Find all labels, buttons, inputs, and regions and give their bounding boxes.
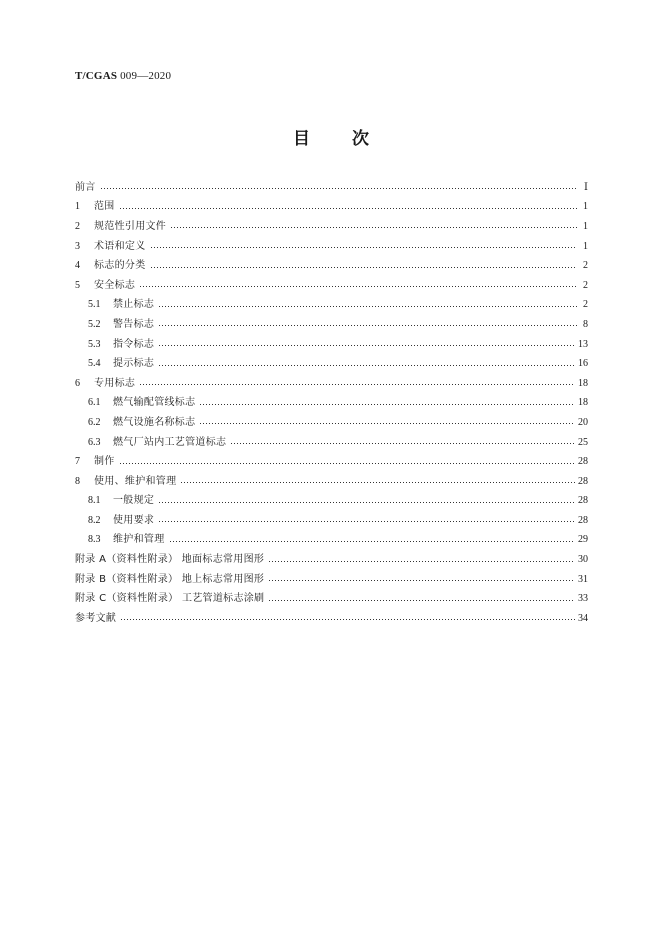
toc-dot-leader [158,520,575,523]
toc-entry [75,315,588,335]
toc-dot-leader [268,579,575,582]
toc-entry-title: 前言 [75,181,96,193]
toc-dot-leader [158,344,575,347]
toc-entry-number: 6.1 [88,397,101,409]
toc-entry [75,256,588,276]
toc-entry-title: 附录 C（资料性附录） 工艺管道标志涂刷 [75,593,265,605]
toc-entry [75,178,588,198]
page-title: 目次 [293,129,411,149]
toc-dot-leader [139,383,575,386]
toc-entry-title: 参考文献 [75,612,117,624]
toc-entry-title: 标志的分类 [94,260,146,272]
toc-entry-number: 7 [75,456,80,468]
toc-entry [75,394,588,414]
toc-entry-title: 规范性引用文件 [94,220,167,232]
toc-entry-page: 28 [578,456,588,468]
toc-entry-title: 附录 B（资料性附录） 地上标志常用图形 [75,573,265,585]
toc-entry-page: 2 [583,299,588,311]
toc-entry [75,413,588,433]
toc-dot-leader [169,540,576,543]
toc-dot-leader [170,226,577,229]
toc-entry-page: 18 [578,377,588,389]
toc-entry [75,237,588,257]
toc-entry-page: 33 [578,593,588,605]
toc-entry-number: 8.3 [88,534,101,546]
toc-entry [75,531,588,551]
toc-entry-title: 专用标志 [94,377,136,389]
document-code-number: 009—2020 [120,70,172,82]
toc-entry-number: 5.3 [88,338,101,350]
toc-entry-title: 维护和管理 [113,534,165,546]
table-of-contents [75,178,588,629]
toc-entry [75,472,588,492]
toc-entry-title: 使用要求 [113,514,155,526]
toc-entry-title: 术语和定义 [94,240,146,252]
toc-dot-leader [150,246,578,249]
toc-entry-page: 1 [583,240,588,252]
toc-entry [75,354,588,374]
toc-entry-page: 2 [583,260,588,272]
toc-entry-page: 18 [578,397,588,409]
toc-entry-number: 8.2 [88,514,101,526]
toc-dot-leader [150,266,578,269]
toc-dot-leader [100,187,577,190]
toc-entry [75,609,588,629]
toc-entry-page: 16 [578,358,588,370]
toc-entry [75,374,588,394]
toc-entry-number: 8 [75,475,80,487]
toc-entry-title: 燃气输配管线标志 [113,397,196,409]
toc-entry [75,452,588,472]
toc-entry [75,296,588,316]
toc-entry-title: 指令标志 [113,338,155,350]
toc-dot-leader [119,207,577,210]
toc-entry-title: 安全标志 [94,279,136,291]
toc-entry-number: 5 [75,279,80,291]
toc-entry-title: 警告标志 [113,318,155,330]
toc-entry-page: 25 [578,436,588,448]
toc-entry-page: Ⅰ [584,181,588,193]
toc-dot-leader [268,599,575,602]
toc-dot-leader [199,422,575,425]
toc-dot-leader [158,305,577,308]
toc-entry-title: 制作 [94,456,115,468]
toc-entry-number: 8.1 [88,495,101,507]
toc-entry-number: 1 [75,201,80,213]
toc-entry-number: 4 [75,260,80,272]
toc-dot-leader [230,442,575,445]
toc-entry-number: 5.4 [88,358,101,370]
toc-dot-leader [139,285,577,288]
toc-entry-number: 5.1 [88,299,101,311]
toc-entry-page: 28 [578,495,588,507]
toc-entry [75,335,588,355]
toc-dot-leader [199,403,575,406]
toc-entry-title: 一般规定 [113,495,155,507]
toc-entry [75,589,588,609]
toc-entry-number: 6.3 [88,436,101,448]
toc-entry-title: 附录 A（资料性附录） 地面标志常用图形 [75,554,265,566]
toc-entry-title: 范围 [94,201,115,213]
toc-entry-page: 28 [578,514,588,526]
toc-entry-number: 3 [75,240,80,252]
toc-dot-leader [158,501,575,504]
toc-entry-page: 29 [578,534,588,546]
toc-entry-page: 13 [578,338,588,350]
toc-entry-page: 34 [578,612,588,624]
toc-dot-leader [268,560,575,563]
toc-entry-title: 燃气厂站内工艺管道标志 [113,436,227,448]
toc-entry-page: 8 [583,318,588,330]
toc-dot-leader [158,364,575,367]
toc-entry-page: 30 [578,554,588,566]
toc-entry [75,198,588,218]
document-code [75,70,171,82]
toc-entry-page: 2 [583,279,588,291]
toc-entry-number: 5.2 [88,318,101,330]
toc-entry [75,550,588,570]
toc-entry-number: 6 [75,377,80,389]
toc-entry [75,276,588,296]
document-code-prefix: T/CGAS [75,70,118,82]
toc-entry-page: 31 [578,573,588,585]
toc-entry-number: 2 [75,220,80,232]
toc-entry-page: 1 [583,220,588,232]
toc-entry [75,433,588,453]
toc-entry [75,511,588,531]
toc-entry [75,217,588,237]
toc-dot-leader [158,324,577,327]
toc-entry-page: 28 [578,475,588,487]
toc-entry-page: 20 [578,416,588,428]
toc-entry-number: 6.2 [88,416,101,428]
toc-entry [75,492,588,512]
toc-entry-title: 提示标志 [113,358,155,370]
toc-entry-title: 燃气设施名称标志 [113,416,196,428]
toc-dot-leader [119,462,575,465]
toc-dot-leader [120,618,575,621]
toc-entry-title: 使用、维护和管理 [94,475,177,487]
toc-entry [75,570,588,590]
toc-entry-title: 禁止标志 [113,299,155,311]
toc-entry-page: 1 [583,201,588,213]
toc-dot-leader [180,481,575,484]
